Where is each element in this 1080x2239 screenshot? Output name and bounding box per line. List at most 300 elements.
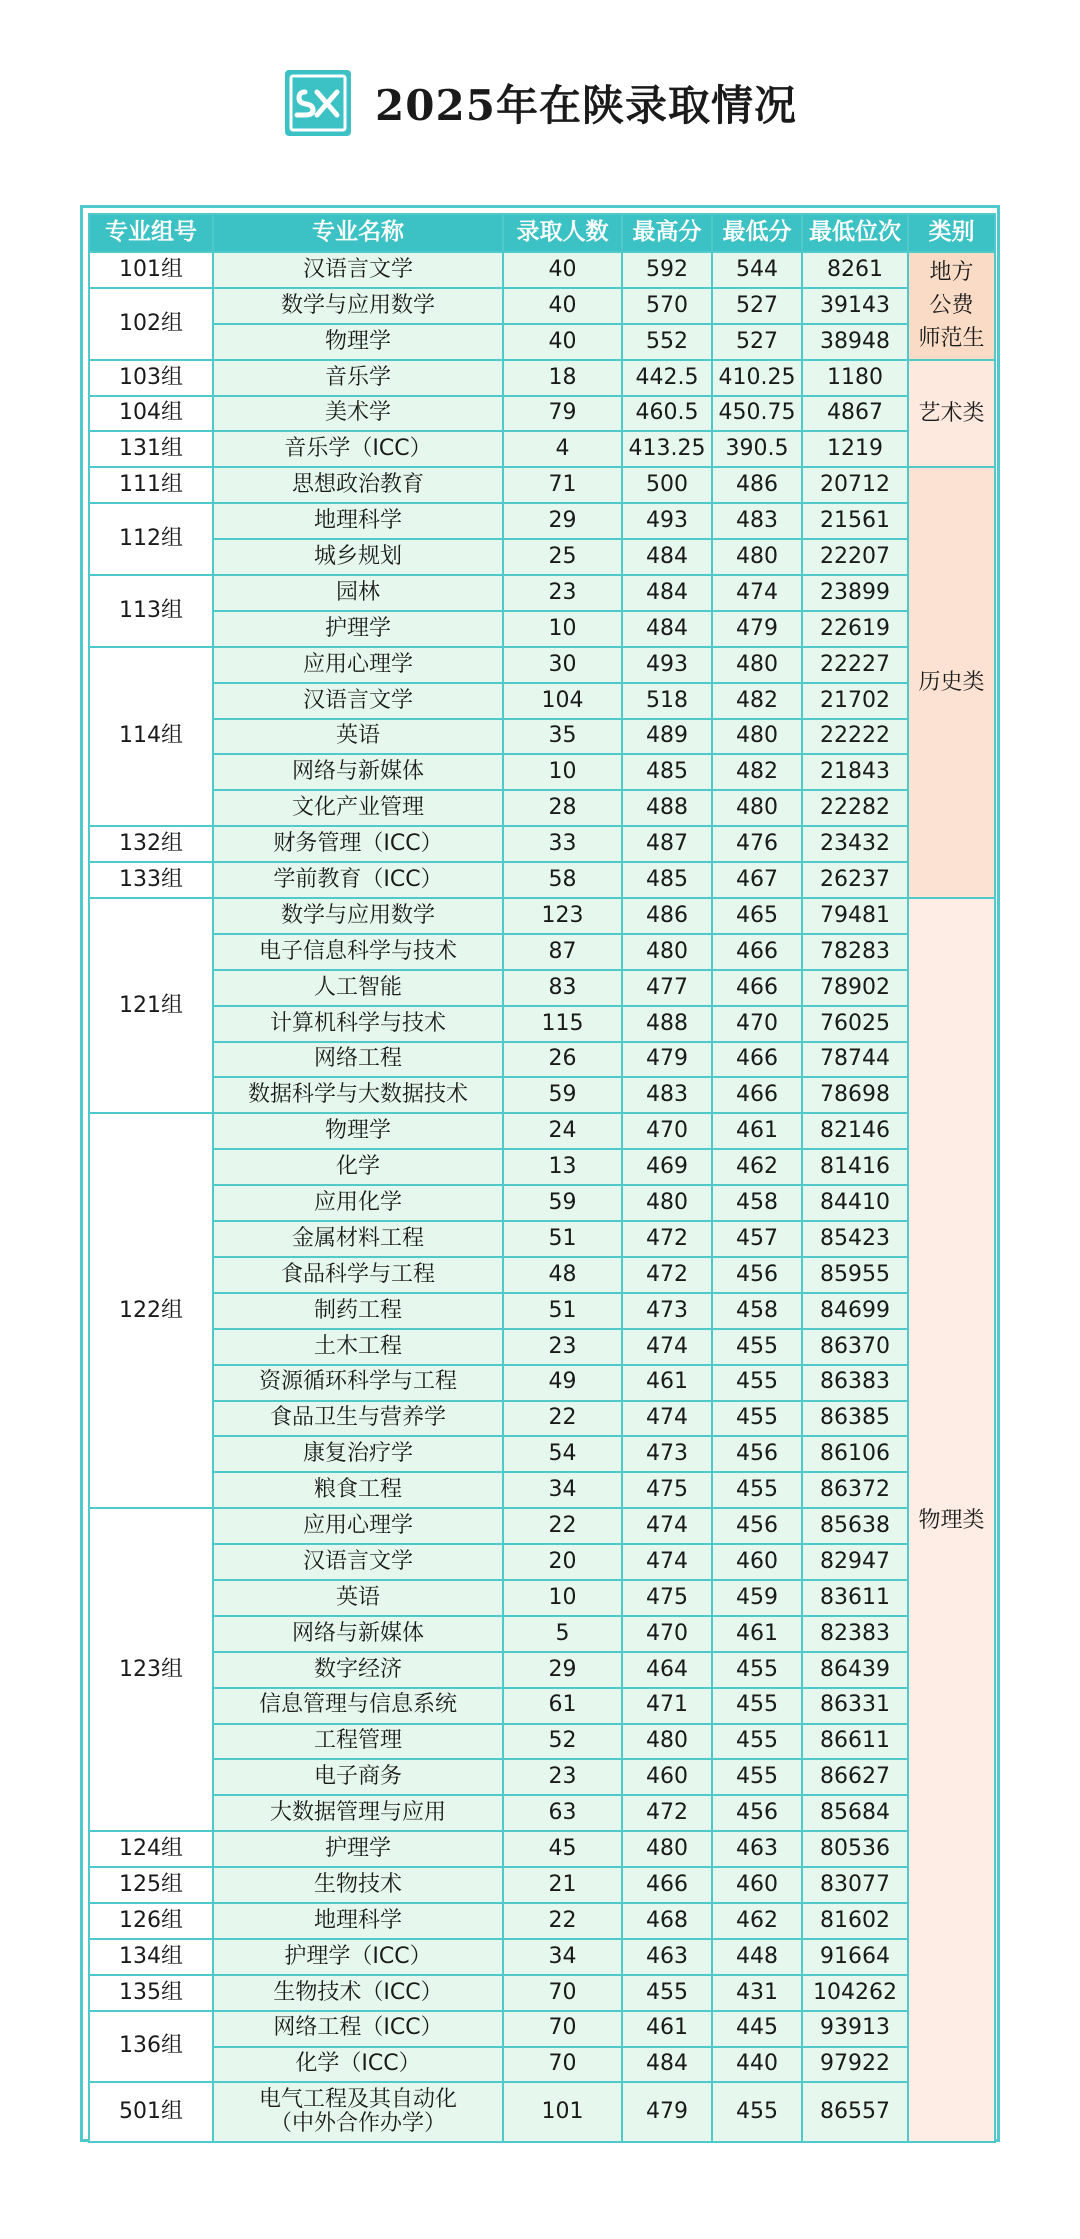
min-rank-cell: 104262	[802, 1975, 908, 2011]
max-score-cell: 464	[622, 1652, 712, 1688]
category-label-line: 师范生	[918, 326, 985, 352]
admitted-count-cell: 29	[503, 503, 622, 539]
admitted-count-cell: 51	[503, 1293, 622, 1329]
min-rank-cell: 21561	[802, 503, 908, 539]
major-name-cell: 园林	[213, 575, 503, 611]
min-rank-cell: 86557	[802, 2082, 908, 2142]
admitted-count-cell: 70	[503, 1975, 622, 2011]
min-rank-cell: 93913	[802, 2011, 908, 2047]
group-code-cell: 135组	[89, 1975, 213, 2011]
major-name-cell: 城乡规划	[213, 539, 503, 575]
group-code-cell: 101组	[89, 252, 213, 288]
category-label-line: 物理类	[918, 1507, 985, 1533]
admitted-count-cell: 29	[503, 1652, 622, 1688]
major-name-cell: 汉语言文学	[213, 252, 503, 288]
admitted-count-cell: 40	[503, 252, 622, 288]
min-score-cell: 455	[712, 1652, 802, 1688]
table-row	[89, 647, 995, 683]
max-score-cell: 474	[622, 1508, 712, 1544]
min-rank-cell: 39143	[802, 288, 908, 324]
header-admitted-count: 录取人数	[503, 214, 622, 252]
table-row	[89, 1006, 995, 1042]
admitted-count-cell: 34	[503, 1472, 622, 1508]
major-name-cell: 学前教育（ICC）	[213, 862, 503, 898]
min-rank-cell: 83077	[802, 1867, 908, 1903]
table-row	[89, 1185, 995, 1221]
group-code-cell: 103组	[89, 360, 213, 396]
table-row	[89, 1472, 995, 1508]
min-score-cell: 462	[712, 1903, 802, 1939]
major-name-cell: 资源循环科学与工程	[213, 1365, 503, 1401]
logo-mark	[283, 68, 353, 138]
table-header-row	[89, 214, 995, 252]
min-score-cell: 461	[712, 1616, 802, 1652]
header-group-code: 专业组号	[89, 214, 213, 252]
table-row	[89, 1903, 995, 1939]
major-name-cell: 英语	[213, 719, 503, 755]
min-score-cell: 390.5	[712, 431, 802, 467]
min-score-cell: 480	[712, 539, 802, 575]
min-score-cell: 467	[712, 862, 802, 898]
table-row	[89, 396, 995, 432]
min-score-cell: 463	[712, 1831, 802, 1867]
min-rank-cell: 78744	[802, 1042, 908, 1078]
min-rank-cell: 82383	[802, 1616, 908, 1652]
max-score-cell: 471	[622, 1688, 712, 1724]
admitted-count-cell: 10	[503, 1580, 622, 1616]
major-name-cell: 英语	[213, 1580, 503, 1616]
group-code-cell: 123组	[89, 1508, 213, 1831]
min-rank-cell: 86439	[802, 1652, 908, 1688]
admitted-count-cell: 52	[503, 1724, 622, 1760]
table-row	[89, 1724, 995, 1760]
category-label-line: 公费	[929, 293, 974, 319]
header-max-score: 最高分	[622, 214, 712, 252]
min-rank-cell: 86370	[802, 1329, 908, 1365]
major-name-cell: 工程管理	[213, 1724, 503, 1760]
category-cell	[908, 252, 995, 360]
table-row	[89, 288, 995, 324]
min-rank-cell: 22207	[802, 539, 908, 575]
min-rank-cell: 91664	[802, 1939, 908, 1975]
table-row	[89, 1077, 995, 1113]
table-row	[89, 1759, 995, 1795]
group-code-cell: 124组	[89, 1831, 213, 1867]
major-name-cell: 物理学	[213, 1113, 503, 1149]
major-name-cell: 网络工程	[213, 1042, 503, 1078]
table-row	[89, 1652, 995, 1688]
min-rank-cell: 86385	[802, 1401, 908, 1437]
max-score-cell: 592	[622, 252, 712, 288]
min-rank-cell: 78698	[802, 1077, 908, 1113]
min-score-cell: 440	[712, 2047, 802, 2083]
group-code-cell: 132组	[89, 826, 213, 862]
group-code-cell: 121组	[89, 898, 213, 1113]
table-row	[89, 467, 995, 503]
min-rank-cell: 22282	[802, 790, 908, 826]
min-score-cell: 455	[712, 2082, 802, 2142]
min-score-cell: 460	[712, 1544, 802, 1580]
major-name-cell: 数学与应用数学	[213, 288, 503, 324]
max-score-cell: 483	[622, 1077, 712, 1113]
max-score-cell: 473	[622, 1293, 712, 1329]
min-score-cell: 480	[712, 647, 802, 683]
table-row	[89, 898, 995, 934]
major-name-cell: 电子信息科学与技术	[213, 934, 503, 970]
min-rank-cell: 97922	[802, 2047, 908, 2083]
group-code-cell: 125组	[89, 1867, 213, 1903]
min-score-cell: 456	[712, 1257, 802, 1293]
max-score-cell: 479	[622, 1042, 712, 1078]
admitted-count-cell: 10	[503, 611, 622, 647]
min-rank-cell: 20712	[802, 467, 908, 503]
admitted-count-cell: 22	[503, 1401, 622, 1437]
major-name-cell: 地理科学	[213, 503, 503, 539]
min-score-cell: 483	[712, 503, 802, 539]
major-name-cell: 思想政治教育	[213, 467, 503, 503]
min-score-cell: 456	[712, 1436, 802, 1472]
group-code-cell: 104组	[89, 396, 213, 432]
max-score-cell: 480	[622, 1831, 712, 1867]
max-score-cell: 477	[622, 970, 712, 1006]
max-score-cell: 484	[622, 575, 712, 611]
max-score-cell: 484	[622, 611, 712, 647]
max-score-cell: 470	[622, 1616, 712, 1652]
table-row	[89, 934, 995, 970]
major-name-cell: 汉语言文学	[213, 683, 503, 719]
admitted-count-cell: 18	[503, 360, 622, 396]
min-rank-cell: 1180	[802, 360, 908, 396]
max-score-cell: 466	[622, 1867, 712, 1903]
admitted-count-cell: 13	[503, 1149, 622, 1185]
admitted-count-cell: 54	[503, 1436, 622, 1472]
admitted-count-cell: 49	[503, 1365, 622, 1401]
admitted-count-cell: 45	[503, 1831, 622, 1867]
category-cell	[908, 898, 995, 2142]
min-rank-cell: 80536	[802, 1831, 908, 1867]
min-score-cell: 456	[712, 1795, 802, 1831]
group-code-cell: 114组	[89, 647, 213, 826]
min-score-cell: 410.25	[712, 360, 802, 396]
admitted-count-cell: 104	[503, 683, 622, 719]
min-score-cell: 527	[712, 288, 802, 324]
major-name-cell: 化学	[213, 1149, 503, 1185]
admitted-count-cell: 70	[503, 2047, 622, 2083]
table-row	[89, 1401, 995, 1437]
major-name-cell: 数字经济	[213, 1652, 503, 1688]
category-cell	[908, 467, 995, 898]
min-rank-cell: 83611	[802, 1580, 908, 1616]
group-code-cell: 501组	[89, 2082, 213, 2142]
min-rank-cell: 21843	[802, 754, 908, 790]
category-label-line: 历史类	[918, 670, 985, 696]
major-name-cell: 物理学	[213, 324, 503, 360]
admitted-count-cell: 22	[503, 1508, 622, 1544]
admitted-count-cell: 28	[503, 790, 622, 826]
min-score-cell: 455	[712, 1759, 802, 1795]
major-name-cell: 数学与应用数学	[213, 898, 503, 934]
logo-icon	[283, 68, 353, 138]
admitted-count-cell: 35	[503, 719, 622, 755]
admitted-count-cell: 40	[503, 324, 622, 360]
admitted-count-cell: 79	[503, 396, 622, 432]
table-row	[89, 1042, 995, 1078]
table-row	[89, 1580, 995, 1616]
major-name-cell: 美术学	[213, 396, 503, 432]
min-score-cell: 448	[712, 1939, 802, 1975]
max-score-cell: 570	[622, 288, 712, 324]
max-score-cell: 474	[622, 1329, 712, 1365]
max-score-cell: 487	[622, 826, 712, 862]
min-score-cell: 470	[712, 1006, 802, 1042]
min-score-cell: 455	[712, 1688, 802, 1724]
min-score-cell: 466	[712, 970, 802, 1006]
max-score-cell: 489	[622, 719, 712, 755]
header-major-name: 专业名称	[213, 214, 503, 252]
max-score-cell: 485	[622, 862, 712, 898]
min-score-cell: 479	[712, 611, 802, 647]
table-row	[89, 1939, 995, 1975]
table-row	[89, 1508, 995, 1544]
header-category: 类别	[908, 214, 995, 252]
major-name-cell: 康复治疗学	[213, 1436, 503, 1472]
group-code-cell: 113组	[89, 575, 213, 647]
max-score-cell: 472	[622, 1257, 712, 1293]
admitted-count-cell: 23	[503, 1329, 622, 1365]
table-row	[89, 1867, 995, 1903]
admitted-count-cell: 123	[503, 898, 622, 934]
max-score-cell: 484	[622, 539, 712, 575]
min-rank-cell: 81602	[802, 1903, 908, 1939]
major-name-cell: 土木工程	[213, 1329, 503, 1365]
table-row	[89, 611, 995, 647]
table-row	[89, 1221, 995, 1257]
table-row	[89, 862, 995, 898]
min-score-cell: 482	[712, 683, 802, 719]
admitted-count-cell: 83	[503, 970, 622, 1006]
max-score-cell: 461	[622, 1365, 712, 1401]
table-row	[89, 1688, 995, 1724]
min-score-cell: 455	[712, 1329, 802, 1365]
min-rank-cell: 78283	[802, 934, 908, 970]
max-score-cell: 500	[622, 467, 712, 503]
group-code-cell: 111组	[89, 467, 213, 503]
admitted-count-cell: 61	[503, 1688, 622, 1724]
min-rank-cell: 22227	[802, 647, 908, 683]
major-name-cell: 生物技术（ICC）	[213, 1975, 503, 2011]
min-score-cell: 455	[712, 1365, 802, 1401]
admitted-count-cell: 5	[503, 1616, 622, 1652]
admitted-count-cell: 63	[503, 1795, 622, 1831]
min-rank-cell: 86611	[802, 1724, 908, 1760]
group-code-cell: 112组	[89, 503, 213, 575]
min-score-cell: 466	[712, 1042, 802, 1078]
table-row	[89, 1616, 995, 1652]
min-score-cell: 480	[712, 719, 802, 755]
admitted-count-cell: 87	[503, 934, 622, 970]
min-score-cell: 544	[712, 252, 802, 288]
min-rank-cell: 76025	[802, 1006, 908, 1042]
admitted-count-cell: 4	[503, 431, 622, 467]
table-row	[89, 826, 995, 862]
min-score-cell: 465	[712, 898, 802, 934]
table-row	[89, 324, 995, 360]
max-score-cell: 413.25	[622, 431, 712, 467]
table-row	[89, 1365, 995, 1401]
max-score-cell: 469	[622, 1149, 712, 1185]
table-row	[89, 1795, 995, 1831]
group-code-cell: 122组	[89, 1113, 213, 1508]
table-row	[89, 2082, 995, 2142]
max-score-cell: 472	[622, 1221, 712, 1257]
min-rank-cell: 79481	[802, 898, 908, 934]
table-row	[89, 2047, 995, 2083]
min-score-cell: 456	[712, 1508, 802, 1544]
min-score-cell: 476	[712, 826, 802, 862]
admitted-count-cell: 20	[503, 1544, 622, 1580]
max-score-cell: 460.5	[622, 396, 712, 432]
max-score-cell: 518	[622, 683, 712, 719]
table-row	[89, 970, 995, 1006]
table-row	[89, 1113, 995, 1149]
admitted-count-cell: 23	[503, 575, 622, 611]
major-name-cell: 电子商务	[213, 1759, 503, 1795]
major-name-cell: 地理科学	[213, 1903, 503, 1939]
group-code-cell: 134组	[89, 1939, 213, 1975]
category-cell	[908, 360, 995, 468]
min-rank-cell: 8261	[802, 252, 908, 288]
min-score-cell: 480	[712, 790, 802, 826]
major-name-cell: 护理学	[213, 611, 503, 647]
min-rank-cell: 78902	[802, 970, 908, 1006]
header-min-rank: 最低位次	[802, 214, 908, 252]
major-name-cell: 食品科学与工程	[213, 1257, 503, 1293]
major-name-cell: 音乐学	[213, 360, 503, 396]
admitted-count-cell: 101	[503, 2082, 622, 2142]
major-name-cell: 制药工程	[213, 1293, 503, 1329]
table-row	[89, 1293, 995, 1329]
max-score-cell: 455	[622, 1975, 712, 2011]
min-score-cell: 431	[712, 1975, 802, 2011]
table-row	[89, 1257, 995, 1293]
min-score-cell: 455	[712, 1472, 802, 1508]
min-score-cell: 461	[712, 1113, 802, 1149]
major-name-cell: 数据科学与大数据技术	[213, 1077, 503, 1113]
min-rank-cell: 23432	[802, 826, 908, 862]
group-code-cell: 133组	[89, 862, 213, 898]
table-row	[89, 1329, 995, 1365]
header-min-score: 最低分	[712, 214, 802, 252]
max-score-cell: 475	[622, 1580, 712, 1616]
admitted-count-cell: 25	[503, 539, 622, 575]
table-row	[89, 1975, 995, 2011]
min-rank-cell: 23899	[802, 575, 908, 611]
admission-table-frame	[80, 205, 1000, 2142]
min-rank-cell: 26237	[802, 862, 908, 898]
table-row	[89, 719, 995, 755]
min-score-cell: 455	[712, 1401, 802, 1437]
admitted-count-cell: 40	[503, 288, 622, 324]
table-row	[89, 1831, 995, 1867]
min-rank-cell: 85638	[802, 1508, 908, 1544]
max-score-cell: 486	[622, 898, 712, 934]
max-score-cell: 472	[622, 1795, 712, 1831]
max-score-cell: 442.5	[622, 360, 712, 396]
major-name-cell: 护理学	[213, 1831, 503, 1867]
major-name-cell: 计算机科学与技术	[213, 1006, 503, 1042]
major-name-cell: 网络与新媒体	[213, 754, 503, 790]
min-score-cell: 474	[712, 575, 802, 611]
major-name-cell: 大数据管理与应用	[213, 1795, 503, 1831]
min-score-cell: 527	[712, 324, 802, 360]
min-score-cell: 458	[712, 1293, 802, 1329]
category-label-line: 地方	[929, 260, 974, 286]
major-name-cell: 信息管理与信息系统	[213, 1688, 503, 1724]
min-score-cell: 482	[712, 754, 802, 790]
min-rank-cell: 86106	[802, 1436, 908, 1472]
min-rank-cell: 86331	[802, 1688, 908, 1724]
max-score-cell: 480	[622, 1185, 712, 1221]
max-score-cell: 552	[622, 324, 712, 360]
major-name-cell: 汉语言文学	[213, 1544, 503, 1580]
table-row	[89, 683, 995, 719]
table-row	[89, 252, 995, 288]
major-name-cell: 食品卫生与营养学	[213, 1401, 503, 1437]
max-score-cell: 470	[622, 1113, 712, 1149]
table-row	[89, 360, 995, 396]
admitted-count-cell: 26	[503, 1042, 622, 1078]
major-name-cell: 粮食工程	[213, 1472, 503, 1508]
min-score-cell: 455	[712, 1724, 802, 1760]
max-score-cell: 474	[622, 1544, 712, 1580]
table-row	[89, 754, 995, 790]
min-rank-cell: 1219	[802, 431, 908, 467]
max-score-cell: 488	[622, 790, 712, 826]
category-label-line: 艺术类	[918, 401, 985, 426]
min-score-cell: 460	[712, 1867, 802, 1903]
table-row	[89, 1544, 995, 1580]
min-score-cell: 466	[712, 934, 802, 970]
admitted-count-cell: 10	[503, 754, 622, 790]
admitted-count-cell: 23	[503, 1759, 622, 1795]
admitted-count-cell: 59	[503, 1077, 622, 1113]
table-row	[89, 1149, 995, 1185]
major-name-cell: 应用化学	[213, 1185, 503, 1221]
min-rank-cell: 38948	[802, 324, 908, 360]
min-rank-cell: 82947	[802, 1544, 908, 1580]
major-name-cell: 财务管理（ICC）	[213, 826, 503, 862]
min-score-cell: 445	[712, 2011, 802, 2047]
min-rank-cell: 4867	[802, 396, 908, 432]
page-header	[0, 0, 1080, 205]
admitted-count-cell: 59	[503, 1185, 622, 1221]
min-score-cell: 462	[712, 1149, 802, 1185]
min-rank-cell: 84699	[802, 1293, 908, 1329]
max-score-cell: 479	[622, 2082, 712, 2142]
group-code-cell: 131组	[89, 431, 213, 467]
max-score-cell: 480	[622, 934, 712, 970]
admitted-count-cell: 71	[503, 467, 622, 503]
max-score-cell: 463	[622, 1939, 712, 1975]
table-body	[89, 252, 995, 2142]
min-rank-cell: 85423	[802, 1221, 908, 1257]
table-row	[89, 431, 995, 467]
admission-table	[88, 213, 996, 2143]
admitted-count-cell: 22	[503, 1903, 622, 1939]
min-rank-cell: 84410	[802, 1185, 908, 1221]
max-score-cell: 480	[622, 1724, 712, 1760]
max-score-cell: 475	[622, 1472, 712, 1508]
